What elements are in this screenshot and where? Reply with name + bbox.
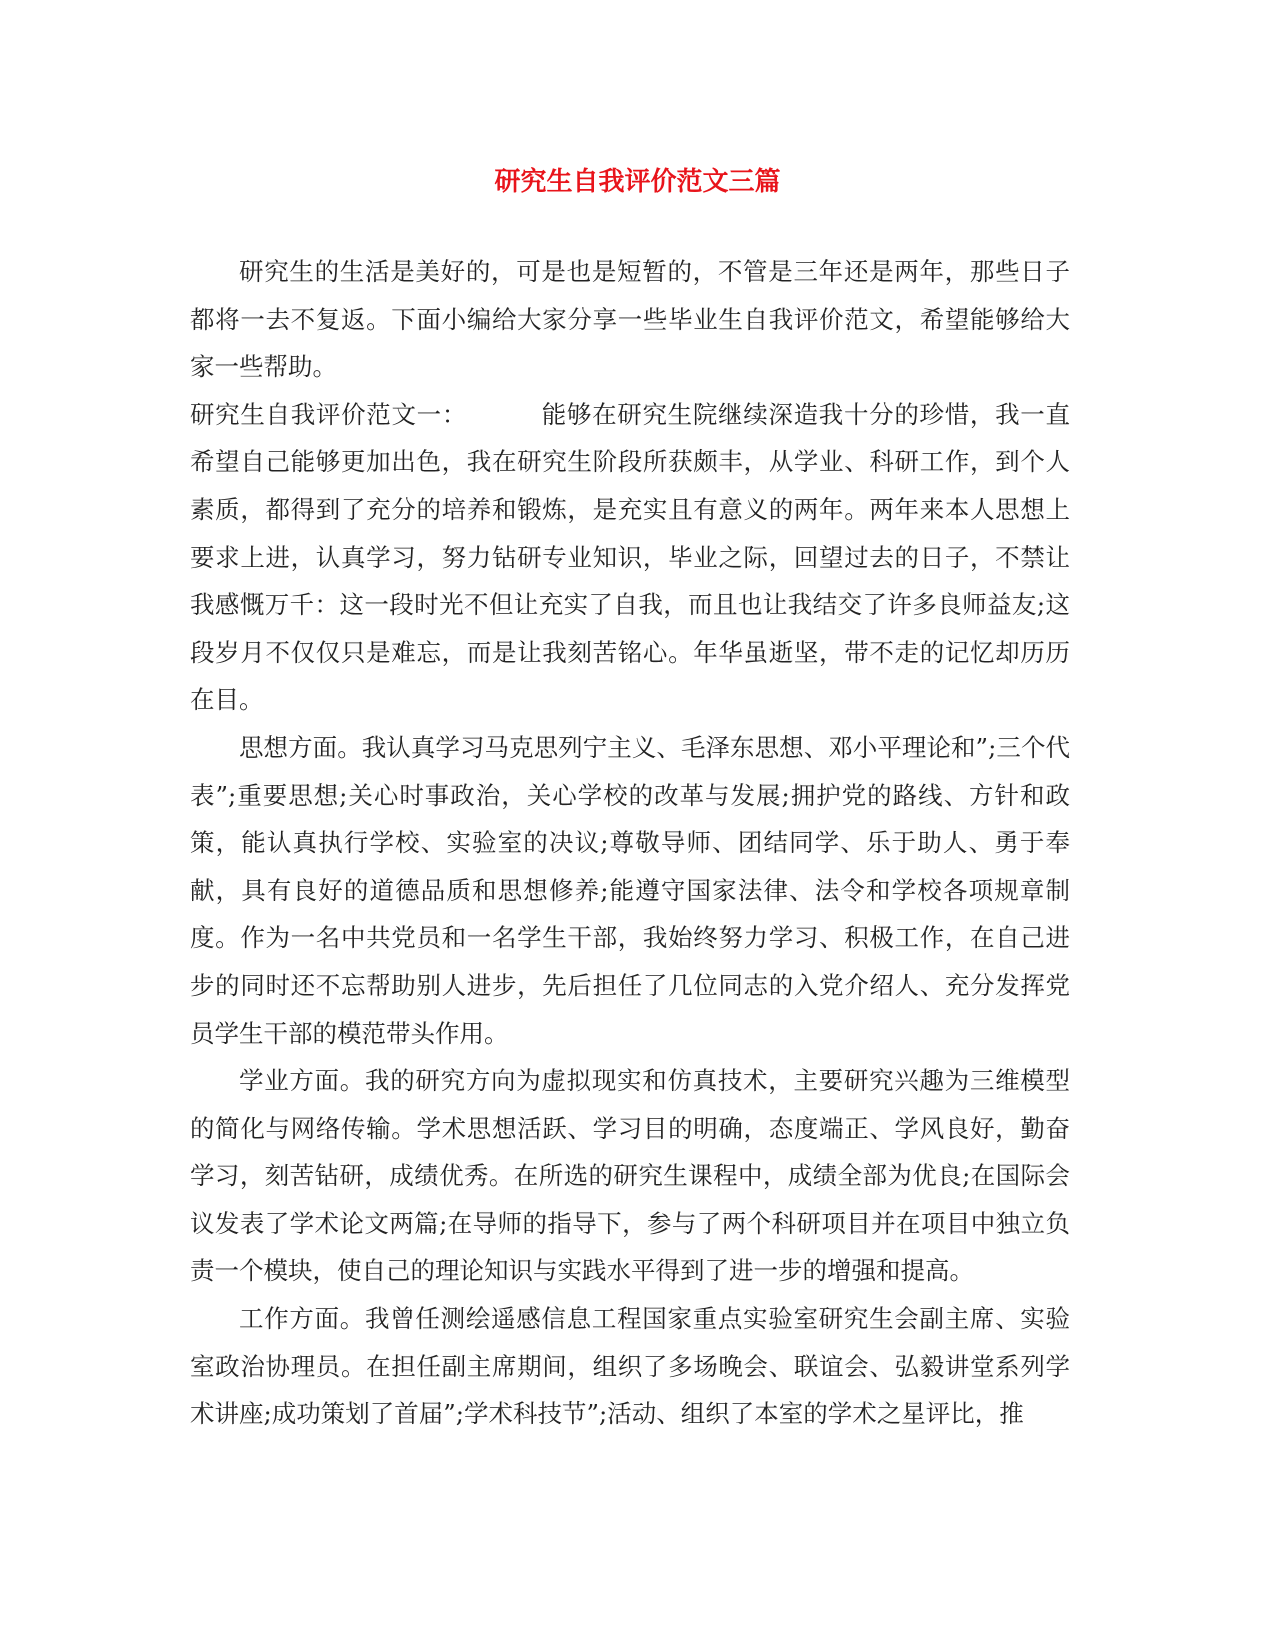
section-one-label: 研究生自我评价范文一： <box>190 399 468 429</box>
study-paragraph: 学业方面。我的研究方向为虚拟现实和仿真技术，主要研究兴趣为三维模型的简化与网络传输。学术思想活跃、学习目的明确，态度端正、学风良好，勤奋学习，刻苦钻研，成绩优秀。在所选的研究生课程中，成绩全部为优良;在国际会议发表了学术论文两篇;在导师的指导下，参与了两个科研项目并在项目中独立负责一个模块，使自己的理论知识与实践水平得到了进一步的增强和提高。 <box>190 1066 1070 1286</box>
section-one-text: 能够在研究生院继续深造我十分的珍惜，我一直希望自己能够更加出色，我在研究生阶段所获颇丰，从学业、科研工作，到个人素质，都得到了充分的培养和锻炼，是充实且有意义的两年。两年来本人思想上要求上进，认真学习，努力钻研专业知识，毕业之际，回望过去的日子，不禁让我感慨万千：这一段时光不但让充实了自我，而且也让我结交了许多良师益友;这段岁月不仅仅只是难忘，而是让我刻苦铭心。年华虽逝坚，带不走的记忆却历历在目。 <box>190 399 1070 715</box>
document-body <box>190 248 1070 1438</box>
intro-paragraph: 研究生的生活是美好的，可是也是短暂的，不管是三年还是两年，那些日子都将一去不复返。下面小编给大家分享一些毕业生自我评价范文，希望能够给大家一些帮助。 <box>190 257 1070 382</box>
document-title: 研究生自我评价范文三篇 <box>494 167 781 197</box>
work-paragraph: 工作方面。我曾任测绘遥感信息工程国家重点实验室研究生会副主席、实验室政治协理员。在担任副主席期间，组织了多场晚会、联谊会、弘毅讲堂系列学术讲座;成功策划了首届”;学术科技节”;活动、组织了本室的学术之星评比，推 <box>190 1304 1070 1429</box>
thought-paragraph: 思想方面。我认真学习马克思列宁主义、毛泽东思想、邓小平理论和”;三个代表”;重要思想;关心时事政治，关心学校的改革与发展;拥护党的路线、方针和政策，能认真执行学校、实验室的决议;尊敬导师、团结同学、乐于助人、勇于奉献，具有良好的道德品质和思想修养;能遵守国家法律、法令和学校各项规章制度。作为一名中共党员和一名学生干部，我始终努力学习、积极工作，在自己进步的同时还不忘帮助别人进步，先后担任了几位同志的入党介绍人、充分发挥党员学生干部的模范带头作用。 <box>190 732 1070 1048</box>
section-one-paragraph <box>190 391 1070 724</box>
